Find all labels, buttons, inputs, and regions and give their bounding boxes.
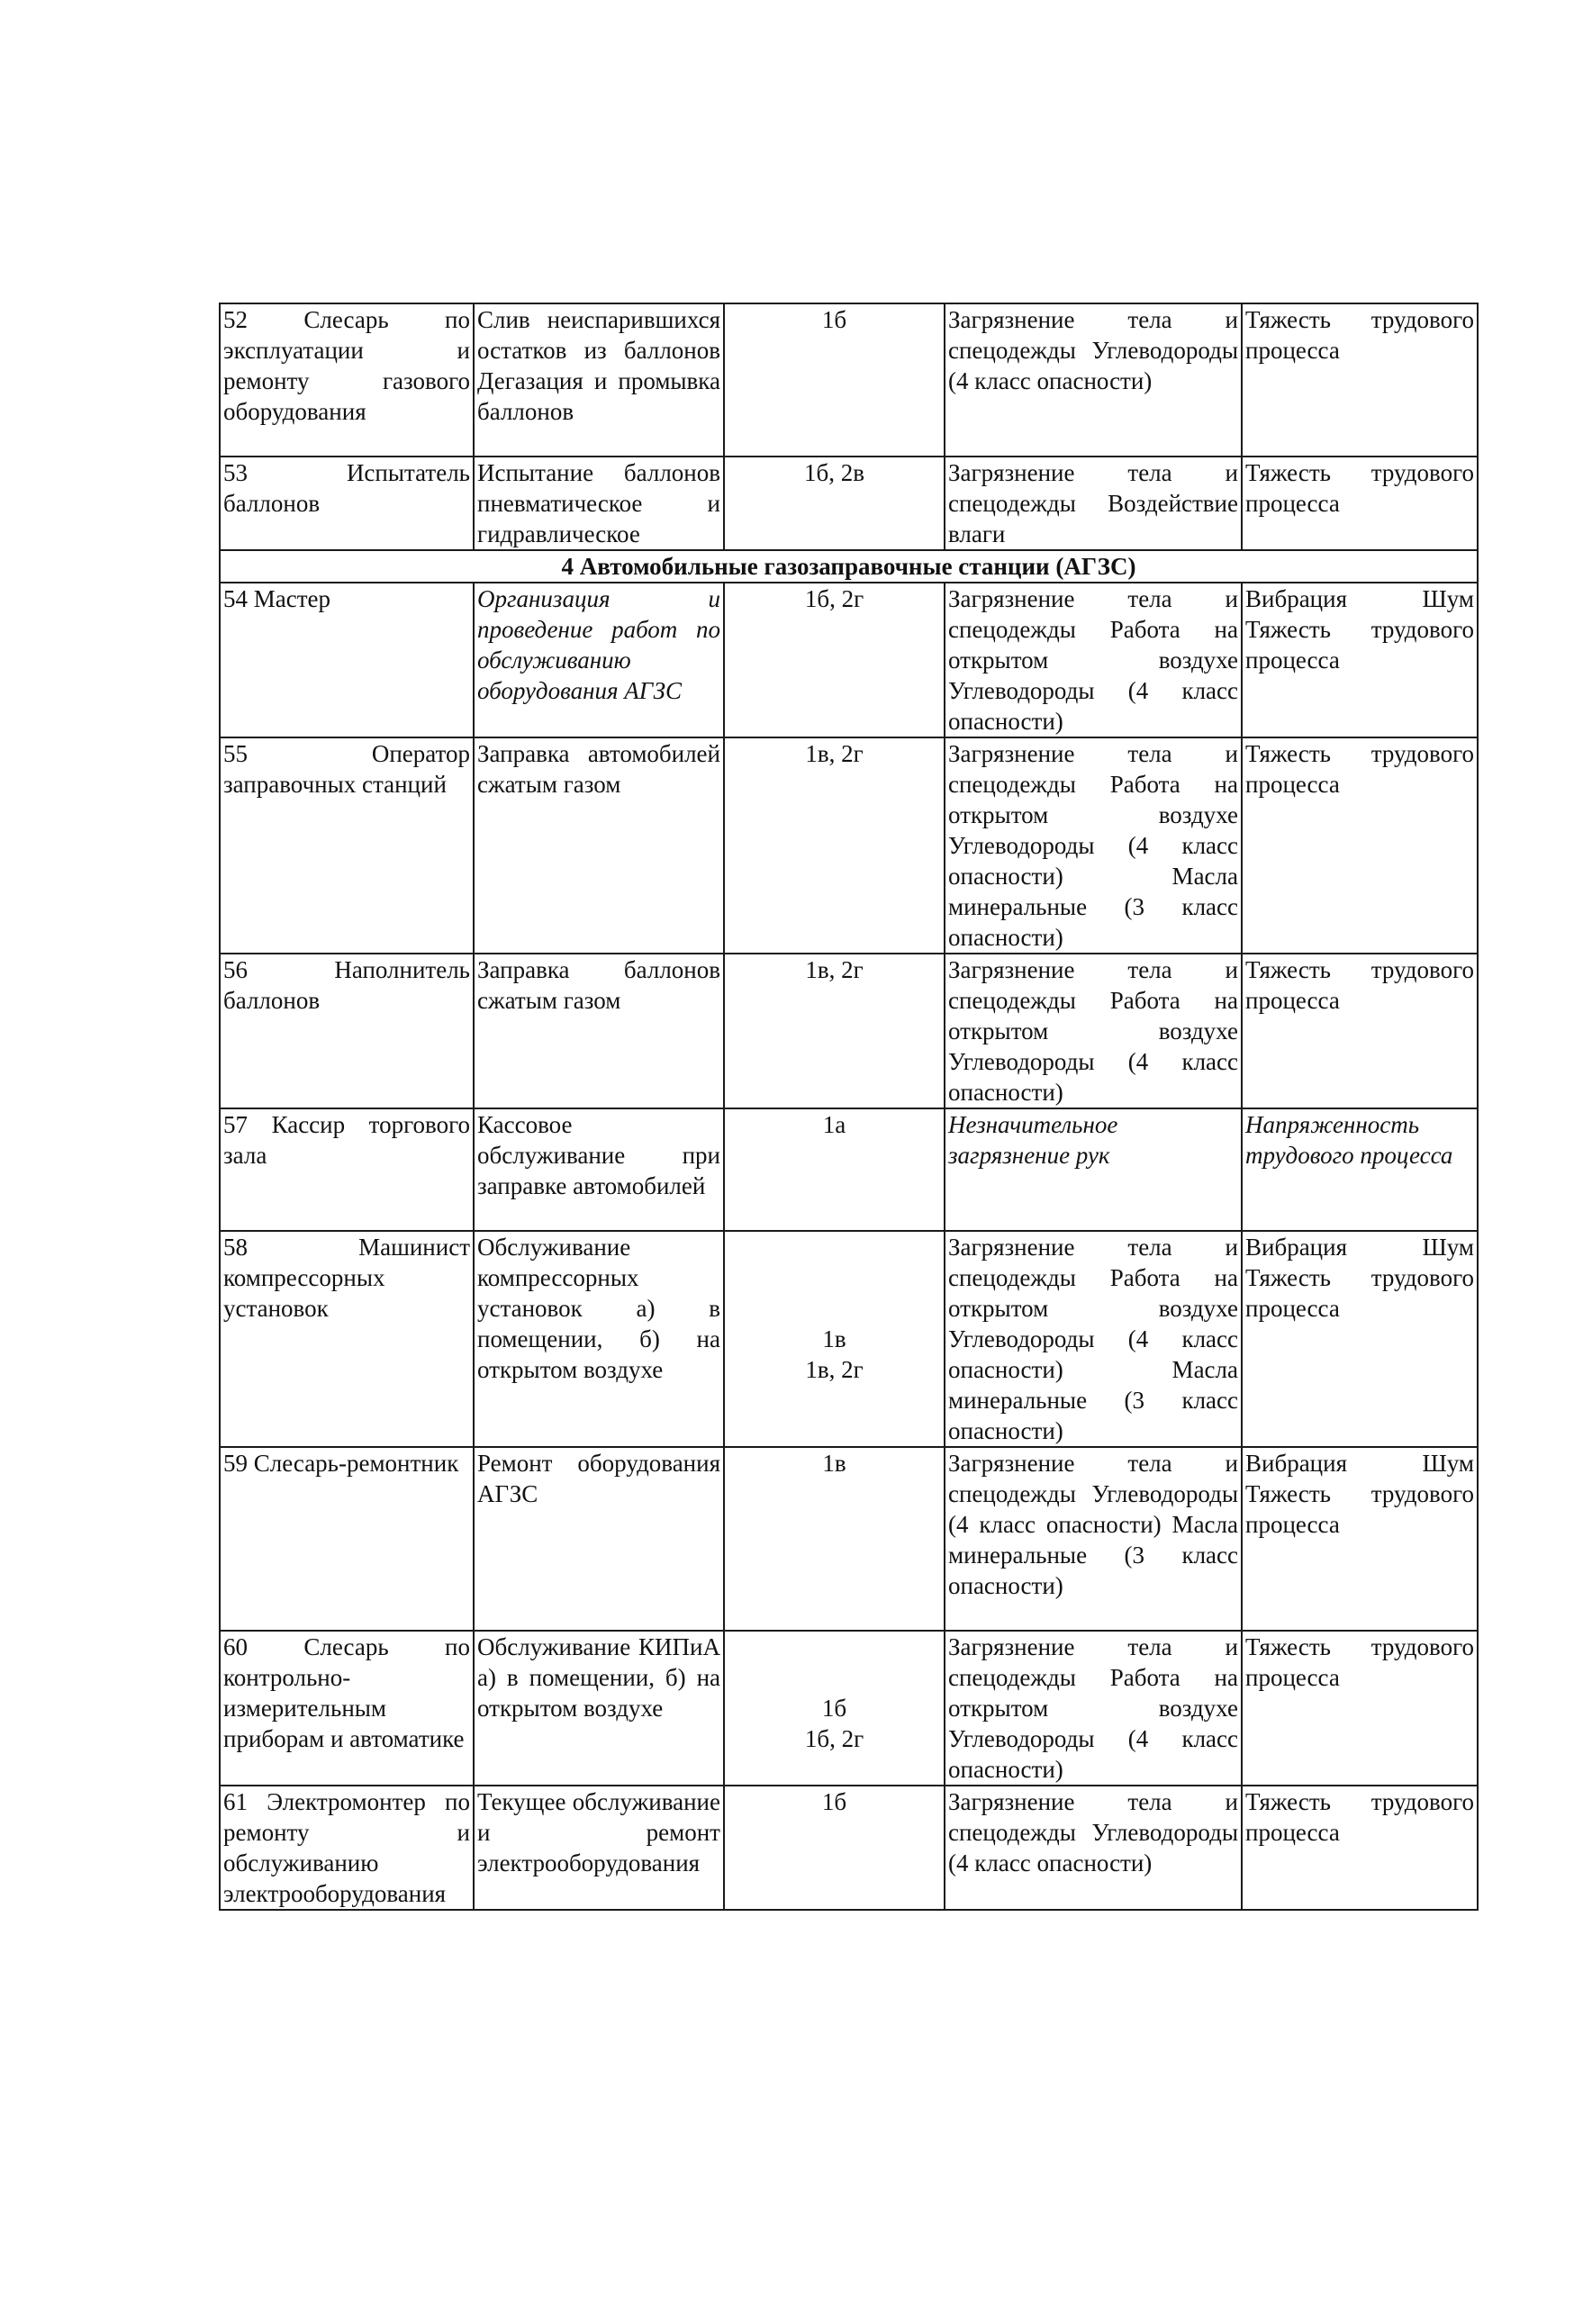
- factors-cell: Загрязнение тела и спецодежды Углеводороды (4 класс опасности) Масла минеральные (3 класс опасности): [945, 1447, 1242, 1631]
- table-row: [220, 1786, 1478, 1910]
- profession-cell: 61 Электромонтер по ремонту и обслуживанию электрооборудования: [220, 1786, 474, 1910]
- process-cell: Вибрация Шум Тяжесть трудового процесса: [1242, 1447, 1478, 1631]
- profession-cell: 58 Машинист компрессорных установок: [220, 1231, 474, 1447]
- group-spacer: [728, 1632, 941, 1693]
- group-a: 1б: [821, 1695, 847, 1722]
- profession-cell: 56 Наполнитель баллонов: [220, 954, 474, 1108]
- group-cell: [724, 1231, 945, 1447]
- factors-cell: Загрязнение тела и спецодежды Работа на открытом воздухе Углеводороды (4 класс опасности): [945, 583, 1242, 737]
- profession-cell: 54 Мастер: [220, 583, 474, 737]
- group-spacer: [728, 1232, 941, 1324]
- work-cell: [474, 303, 724, 457]
- table-row: [220, 1108, 1478, 1231]
- work-cell: Обслуживание КИПиА а) в помещении, б) на открытом воздухе: [474, 1631, 724, 1786]
- group-cell: [724, 1631, 945, 1786]
- factors-cell: Загрязнение тела и спецодежды Работа на открытом воздухе Углеводороды (4 класс опасности) Масла минеральные (3 класс опасности): [945, 737, 1242, 954]
- profession-cell: 57 Кассир торгового зала: [220, 1108, 474, 1231]
- process-cell: Тяжесть трудового процесса: [1242, 303, 1478, 457]
- table-row: [220, 737, 1478, 954]
- process-cell: Тяжесть трудового процесса: [1242, 1786, 1478, 1910]
- profession-cell: 53 Испытатель баллонов: [220, 457, 474, 550]
- group-cell: 1в, 2г: [724, 737, 945, 954]
- section-row: [220, 550, 1478, 583]
- process-cell: Тяжесть трудового процесса: [1242, 1631, 1478, 1786]
- factors-cell: Незначительное загрязнение рук: [945, 1108, 1242, 1231]
- work-cell: Ремонт оборудования АГЗС: [474, 1447, 724, 1631]
- factors-cell: Загрязнение тела и спецодежды Углеводороды (4 класс опасности): [945, 1786, 1242, 1910]
- process-cell: Тяжесть трудового процесса: [1242, 457, 1478, 550]
- factors-cell: Загрязнение тела и спецодежды Работа на открытом воздухе Углеводороды (4 класс опасности): [945, 954, 1242, 1108]
- table-row: [220, 457, 1478, 550]
- factors-cell: Загрязнение тела и спецодежды Углеводороды (4 класс опасности): [945, 303, 1242, 457]
- profession-cell: 52 Слесарь по эксплуатации и ремонту газового оборудования: [220, 303, 474, 457]
- process-cell: Напряженность трудового процесса: [1242, 1108, 1478, 1231]
- group-b: 1в, 2г: [805, 1356, 864, 1383]
- factors-cell: Загрязнение тела и спецодежды Работа на открытом воздухе Углеводороды (4 класс опасности) Масла минеральные (3 класс опасности): [945, 1231, 1242, 1447]
- table-row: [220, 1447, 1478, 1631]
- group-cell: 1б: [724, 1786, 945, 1910]
- process-cell: Вибрация Шум Тяжесть трудового процесса: [1242, 1231, 1478, 1447]
- group-cell: 1б, 2в: [724, 457, 945, 550]
- work-cell: Испытание баллонов пневматическое и гидравлическое: [474, 457, 724, 550]
- group-b: 1б, 2г: [804, 1725, 864, 1752]
- work-cell: Заправка баллонов сжатым газом: [474, 954, 724, 1108]
- group-cell: 1а: [724, 1108, 945, 1231]
- group-a: 1в: [822, 1325, 846, 1352]
- work-text: Слив неиспарившихся остатков из баллонов Дегазация и промывка баллонов: [477, 306, 720, 425]
- group-cell: 1в, 2г: [724, 954, 945, 1108]
- table-row: [220, 303, 1478, 457]
- process-cell: Вибрация Шум Тяжесть трудового процесса: [1242, 583, 1478, 737]
- profession-cell: 59 Слесарь-ремонтник: [220, 1447, 474, 1631]
- process-cell: Тяжесть трудового процесса: [1242, 737, 1478, 954]
- work-cell: Организация и проведение работ по обслуживанию оборудования АГЗС: [474, 583, 724, 737]
- table-row: [220, 1231, 1478, 1447]
- work-cell: Кассовое обслуживание при заправке автомобилей: [474, 1108, 724, 1231]
- profession-cell: 60 Слесарь по контрольно-измерительным приборам и автоматике: [220, 1631, 474, 1786]
- work-cell: Обслуживание компрессорных установок а) в помещении, б) на открытом воздухе: [474, 1231, 724, 1447]
- table-row: [220, 1631, 1478, 1786]
- process-cell: Тяжесть трудового процесса: [1242, 954, 1478, 1108]
- factors-cell: Загрязнение тела и спецодежды Воздействие влаги: [945, 457, 1242, 550]
- table-row: [220, 954, 1478, 1108]
- factors-cell: Загрязнение тела и спецодежды Работа на открытом воздухе Углеводороды (4 класс опасности): [945, 1631, 1242, 1786]
- group-cell: 1б: [724, 303, 945, 457]
- table-row: [220, 583, 1478, 737]
- work-cell: Текущее обслуживание и ремонт электрооборудования: [474, 1786, 724, 1910]
- profession-cell: 55 Оператор заправочных станций: [220, 737, 474, 954]
- hazards-table: [219, 303, 1479, 1911]
- group-cell: 1б, 2г: [724, 583, 945, 737]
- group-cell: 1в: [724, 1447, 945, 1631]
- work-cell: Заправка автомобилей сжатым газом: [474, 737, 724, 954]
- section-title: 4 Автомобильные газозаправочные станции (АГЗС): [220, 550, 1478, 583]
